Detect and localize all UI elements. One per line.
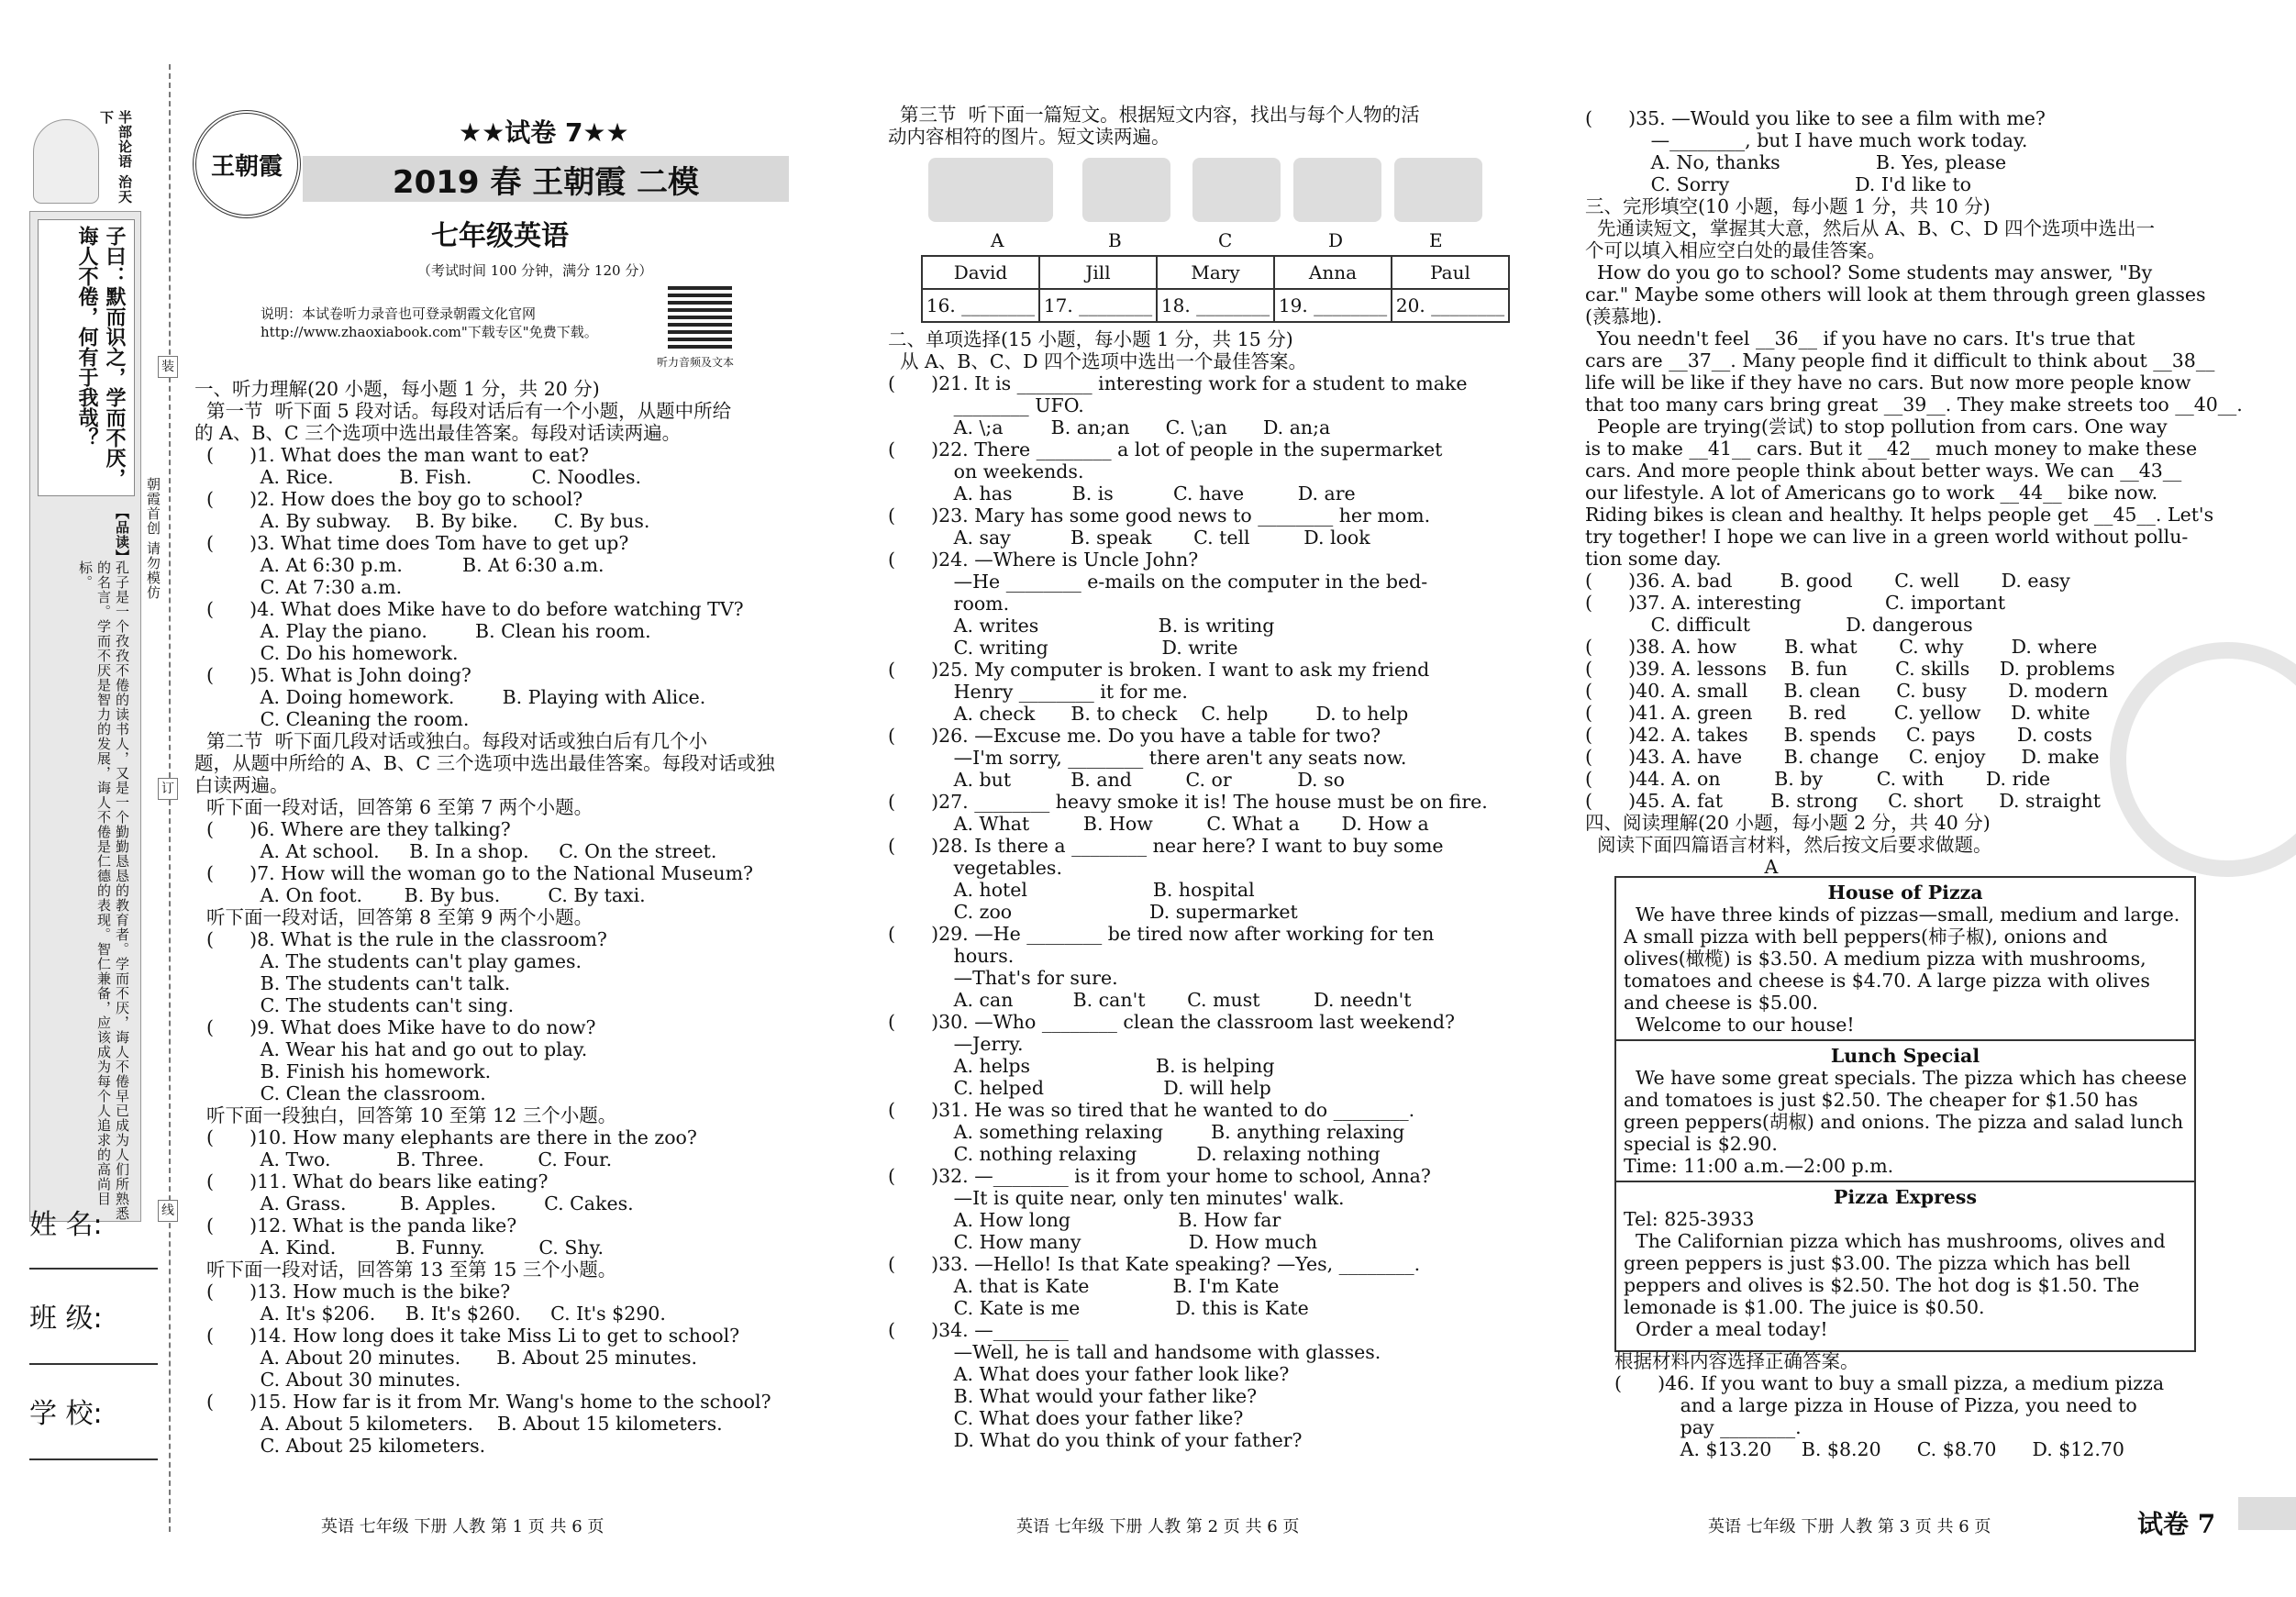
- logo-tag: 半部论语 治天下: [98, 110, 133, 205]
- answer-cell[interactable]: 18. ________: [1157, 289, 1274, 322]
- section-title: House of Pizza: [1827, 882, 1983, 904]
- text-line: 第一节 听下面 5 段对话。每段对话后有一个小题，从题中所给: [194, 400, 732, 422]
- exam-title: 2019 春 王朝霞 二模: [303, 156, 789, 202]
- text-line: —That's for sure.: [888, 967, 1118, 989]
- text-line: How do you go to school? Some students may answer, "By: [1585, 261, 2153, 283]
- text-line: C. Clean the classroom.: [194, 1082, 486, 1104]
- text-line: B. The students can't talk.: [194, 972, 511, 994]
- text-line: A. but B. and C. or D. so: [888, 769, 1345, 791]
- reading-section: [1616, 1041, 2194, 1182]
- text-line: C. What does your father like?: [888, 1407, 1244, 1429]
- text-line: A. On foot. B. By bus. C. By taxi.: [194, 884, 646, 906]
- text-line: ( )38. A. how B. what C. why D. where: [1585, 636, 2098, 658]
- column-single-choice: [888, 328, 1530, 1451]
- exam-info: （考试时间 100 分钟，满分 120 分）: [417, 262, 653, 279]
- text-line: C. How many D. How much: [888, 1231, 1318, 1253]
- text-line: A. hotel B. hospital: [888, 879, 1255, 901]
- picture-label: E: [1429, 229, 1443, 251]
- text-line: C. writing D. write: [888, 637, 1238, 659]
- reading-section: [1616, 1182, 2194, 1344]
- text-line: (羡慕地).: [1585, 305, 1663, 327]
- text-line: 白读两遍。: [194, 774, 289, 796]
- text-line: ( )39. A. lessons B. fun C. skills D. problems: [1585, 658, 2115, 680]
- text-line: C. Cleaning the room.: [194, 708, 470, 730]
- text-line: C. Do his homework.: [194, 642, 459, 664]
- download-note: 说明：本试卷听力录音也可登录朝霞文化官网 http://www.zhaoxiabook.com"下载专区"免费下载。: [261, 305, 598, 340]
- text-line: —________, but I have much work today.: [1585, 129, 2028, 151]
- text-line: ( )7. How will the woman go to the National Museum?: [194, 862, 754, 884]
- picture-label: B: [1108, 229, 1122, 251]
- sidebar: [29, 110, 161, 1504]
- text-line: A. $13.20 B. $8.20 C. $8.70 D. $12.70: [1614, 1438, 2124, 1460]
- text-line: A. that is Kate B. I'm Kate: [888, 1275, 1280, 1297]
- text-line: ( )5. What is John doing?: [194, 664, 471, 686]
- table-row: [922, 289, 1509, 322]
- answer-cell[interactable]: 16. ________: [922, 289, 1039, 322]
- table-row: [922, 256, 1509, 289]
- text-line: ( )37. A. interesting C. important: [1585, 592, 2006, 614]
- column-listening: [194, 378, 818, 1457]
- text-line: C. zoo D. supermarket: [888, 901, 1298, 923]
- text-line: A: [1585, 856, 1779, 878]
- text-line: A. Kind. B. Funny. C. Shy.: [194, 1237, 604, 1259]
- text-line: A. At 6:30 p.m. B. At 6:30 a.m.: [194, 554, 605, 576]
- text-line: A. say B. speak C. tell D. look: [888, 527, 1370, 549]
- comment-text: 孔子是一个孜孜不倦的读书人，又是一个勤勤恳恳的教育者。学而不厌，诲人不倦早已成为人们所熟悉的名言。学而不厌是智力的发展，诲人不倦是仁德的表现。智仁兼备，应该成为每个人追求的高尚目标。: [77, 560, 130, 1221]
- page-footer-2: 英语 七年级 下册 人教 第 2 页 共 6 页: [1016, 1517, 1300, 1536]
- text-line: that too many cars bring great __39__. They make streets too __40__.: [1585, 394, 2243, 416]
- table-cell: Paul: [1392, 256, 1509, 289]
- section-body: We have three kinds of pizzas—small, medium and large. A small pizza with bell peppers(柿子椒), onions and olives(橄榄) is $3.50. A medium pizza with mushrooms, tomatoes and cheese is $4.70. A large pizza with olives and cheese is $5.00. Welcome to our house!: [1624, 904, 2180, 1036]
- text-line: —Jerry.: [888, 1033, 1024, 1055]
- text-line: ________ UFO.: [888, 394, 1084, 416]
- picture-d: [1293, 158, 1381, 222]
- text-line: A. Two. B. Three. C. Four.: [194, 1148, 613, 1170]
- school-field[interactable]: [29, 1458, 158, 1460]
- text-line: A. It's $206. B. It's $260. C. It's $290.: [194, 1303, 666, 1325]
- text-line: 先通读短文，掌握其大意，然后从 A、B、C、D 四个选项中选出一: [1585, 217, 2156, 239]
- text-line: 一、听力理解(20 小题，每小题 1 分，共 20 分): [194, 378, 600, 400]
- picture-b: [1082, 158, 1170, 222]
- table-cell: Anna: [1274, 256, 1392, 289]
- text-line: 的 A、B、C 三个选项中选出最佳答案。每段对话读两遍。: [194, 422, 682, 444]
- text-line: 阅读下面四篇语言材料，然后按文后要求做题。: [1585, 834, 1992, 856]
- text-line: 第三节 听下面一篇短文。根据短文内容，找出与每个人物的活: [888, 104, 1420, 126]
- text-line: ( )9. What does Mike have to do now?: [194, 1016, 596, 1038]
- text-line: A. About 5 kilometers. B. About 15 kilometers.: [194, 1413, 723, 1435]
- text-line: A. helps B. is helping: [888, 1055, 1275, 1077]
- text-line: 听下面一段对话，回答第 8 至第 9 两个小题。: [194, 906, 593, 928]
- section-body: Tel: 825-3933 The Californian pizza which has mushrooms, olives and green peppers is just $3.00. The pizza which has bell peppers and olives is $2.50. The hot dog is $1.50. The lemonade is $1.00. The juice is $0.50. Order a meal today!: [1624, 1208, 2166, 1340]
- picture-label: A: [991, 229, 1004, 251]
- text-line: ( )14. How long does it take Miss Li to get to school?: [194, 1325, 740, 1347]
- text-line: 听下面一段对话，回答第 6 至第 7 两个小题。: [194, 796, 593, 818]
- cut-mark-1: 装: [158, 356, 178, 378]
- name-field[interactable]: [29, 1268, 158, 1270]
- text-line: 根据材料内容选择正确答案。: [1614, 1350, 1859, 1372]
- text-line: car." Maybe some others will look at them through green glasses: [1585, 283, 2206, 305]
- text-line: ( )11. What do bears like eating?: [194, 1170, 549, 1192]
- text-line: 听下面一段独白，回答第 10 至第 12 三个小题。: [194, 1104, 617, 1126]
- text-line: A. At school. B. In a shop. C. On the street.: [194, 840, 717, 862]
- publisher-seal: 王朝霞: [193, 110, 301, 218]
- text-line: A. The students can't play games.: [194, 950, 582, 972]
- reading-a-box: [1614, 876, 2196, 1352]
- text-line: A. Grass. B. Apples. C. Cakes.: [194, 1192, 634, 1214]
- text-line: —He ________ e-mails on the computer in the bed-: [888, 571, 1428, 593]
- text-line: A. Rice. B. Fish. C. Noodles.: [194, 466, 642, 488]
- text-line: 题，从题中所给的 A、B、C 三个选项中选出最佳答案。每段对话或独: [194, 752, 775, 774]
- text-line: A. How long B. How far: [888, 1209, 1281, 1231]
- page-footer-3: 英语 七年级 下册 人教 第 3 页 共 6 页: [1708, 1517, 1991, 1536]
- school-label: 学 校:: [29, 1398, 103, 1430]
- text-line: C. Sorry D. I'd like to: [1585, 173, 1971, 195]
- qr-code-icon[interactable]: [668, 284, 732, 349]
- text-line: on weekends.: [888, 460, 1084, 482]
- text-line: ( )41. A. green B. red C. yellow D. white: [1585, 702, 2091, 724]
- text-line: A. something relaxing B. anything relaxing: [888, 1121, 1405, 1143]
- text-line: ( )32. —________ is it from your home to school, Anna?: [888, 1165, 1431, 1187]
- name-label: 姓 名:: [29, 1209, 103, 1241]
- text-line: ( )34. —________: [888, 1319, 1069, 1341]
- text-line: and a large pizza in House of Pizza, you need to: [1614, 1394, 2137, 1416]
- section3-intro: [888, 104, 1512, 148]
- text-line: vegetables.: [888, 857, 1062, 879]
- text-line: cars are __37__. Many people find it difficult to think about __38__: [1585, 349, 2215, 372]
- paper-tag-bottom: 试卷 7: [2137, 1509, 2216, 1539]
- text-line: A. Doing homework. B. Playing with Alice.: [194, 686, 706, 708]
- exam-subtitle: 七年级英语: [431, 220, 569, 252]
- text-line: tion some day.: [1585, 548, 1722, 570]
- text-line: ( )29. —He ________ be tired now after working for ten: [888, 923, 1435, 945]
- text-line: —Well, he is tall and handsome with glasses.: [888, 1341, 1381, 1363]
- corner-bar: [2238, 1497, 2296, 1530]
- confucius-quote: 子曰：默而识之，学而不厌，诲人不倦，何有于我哉？: [75, 226, 127, 488]
- class-field[interactable]: [29, 1363, 158, 1365]
- text-line: ( )40. A. small B. clean C. busy D. modern: [1585, 680, 2109, 702]
- text-line: 二、单项选择(15 小题，每小题 1 分，共 15 分): [888, 328, 1293, 350]
- text-line: ( )1. What does the man want to eat?: [194, 444, 589, 466]
- picture-row: [926, 158, 1477, 251]
- text-line: A. writes B. is writing: [888, 615, 1275, 637]
- text-line: You needn't feel __36__ if you have no cars. It's true that: [1585, 327, 2135, 349]
- paper-number: ★★试卷 7★★: [459, 117, 629, 148]
- answer-cell[interactable]: 20. ________: [1392, 289, 1509, 322]
- text-line: ( )13. How much is the bike?: [194, 1281, 511, 1303]
- page-footer-1: 英语 七年级 下册 人教 第 1 页 共 6 页: [321, 1517, 605, 1536]
- text-line: room.: [888, 593, 1010, 615]
- text-line: A. What B. How C. What a D. How a: [888, 813, 1429, 835]
- text-line: ( )44. A. on B. by C. with D. ride: [1585, 768, 2051, 790]
- answer-cell[interactable]: 19. ________: [1274, 289, 1392, 322]
- cut-mark-2: 订: [158, 778, 178, 800]
- text-line: A. By subway. B. By bike. C. By bus.: [194, 510, 650, 532]
- text-line: ( )36. A. bad B. good C. well D. easy: [1585, 570, 2070, 592]
- text-line: ( )6. Where are they talking?: [194, 818, 511, 840]
- text-line: pay ________.: [1614, 1416, 1802, 1438]
- text-line: ( )12. What is the panda like?: [194, 1214, 517, 1237]
- picture-label: C: [1218, 229, 1233, 251]
- table-cell: David: [922, 256, 1039, 289]
- text-line: ( )30. —Who ________ clean the classroom last weekend?: [888, 1011, 1456, 1033]
- table-cell: Jill: [1039, 256, 1157, 289]
- text-line: hours.: [888, 945, 1015, 967]
- text-line: A. Wear his hat and go out to play.: [194, 1038, 588, 1060]
- text-line: 听下面一段对话，回答第 13 至第 15 三个小题。: [194, 1259, 617, 1281]
- text-line: C. About 30 minutes.: [194, 1369, 461, 1391]
- picture-c: [1192, 158, 1281, 222]
- text-line: ( )33. —Hello! Is that Kate speaking? —Yes, ________.: [888, 1253, 1421, 1275]
- text-line: A. Play the piano. B. Clean his room.: [194, 620, 651, 642]
- text-line: ( )46. If you want to buy a small pizza, a medium pizza: [1614, 1372, 2165, 1394]
- text-line: ( )26. —Excuse me. Do you have a table for two?: [888, 725, 1381, 747]
- text-line: cars. And more people think about better ways. We can __43__: [1585, 460, 2182, 482]
- text-line: Riding bikes is clean and healthy. It helps people get __45__. Let's: [1585, 504, 2214, 526]
- text-line: 从 A、B、C、D 四个选项中选出一个最佳答案。: [888, 350, 1308, 372]
- text-line: our lifestyle. A lot of Americans go to work __44__ bike now.: [1585, 482, 2158, 504]
- text-line: A. can B. can't C. must D. needn't: [888, 989, 1412, 1011]
- text-line: C. nothing relaxing D. relaxing nothing: [888, 1143, 1381, 1165]
- qr-caption: 听力音频及文本: [657, 356, 735, 369]
- text-line: A. No, thanks B. Yes, please: [1585, 151, 2007, 173]
- text-line: ( )3. What time does Tom have to get up?: [194, 532, 629, 554]
- text-line: B. Finish his homework.: [194, 1060, 492, 1082]
- text-line: ( )21. It is ________ interesting work for a student to make: [888, 372, 1468, 394]
- text-line: ( )27. ________ heavy smoke it is! The house must be on fire.: [888, 791, 1488, 813]
- text-line: 第二节 听下面几段对话或独白。每段对话或独白后有几个小: [194, 730, 708, 752]
- section-title: Pizza Express: [1833, 1186, 1977, 1208]
- text-line: ( )2. How does the boy go to school?: [194, 488, 583, 510]
- reading-section: [1616, 878, 2194, 1041]
- vertical-note: 朝霞首创 请勿模仿: [145, 477, 161, 600]
- text-line: 动内容相符的图片。短文读两遍。: [888, 126, 1170, 148]
- text-line: C. About 25 kilometers.: [194, 1435, 486, 1457]
- text-line: is to make __41__ cars. But it __42__ much money to make these: [1585, 438, 2198, 460]
- text-line: ( )4. What does Mike have to do before watching TV?: [194, 598, 744, 620]
- text-line: ( )45. A. fat B. strong C. short D. straight: [1585, 790, 2101, 812]
- text-line: ( )25. My computer is broken. I want to ask my friend: [888, 659, 1430, 681]
- class-label: 班 级:: [29, 1303, 103, 1335]
- text-line: C. The students can't sing.: [194, 994, 515, 1016]
- text-line: B. What would your father like?: [888, 1385, 1258, 1407]
- text-line: try together! I hope we can live in a green world without pollu-: [1585, 526, 2189, 548]
- answer-cell[interactable]: 17. ________: [1039, 289, 1157, 322]
- text-line: A. What does your father look like?: [888, 1363, 1290, 1385]
- picture-label: D: [1328, 229, 1344, 251]
- text-line: —It is quite near, only ten minutes' walk.: [888, 1187, 1345, 1209]
- text-line: life will be like if they have no cars. But now more people know: [1585, 372, 2191, 394]
- text-line: ( )28. Is there a ________ near here? I want to buy some: [888, 835, 1444, 857]
- section-title: Lunch Special: [1830, 1045, 1980, 1067]
- text-line: A. About 20 minutes. B. About 25 minutes.: [194, 1347, 697, 1369]
- text-line: A. \;a B. an;an C. \;an D. an;a: [888, 416, 1331, 438]
- quote-frame: [38, 219, 135, 496]
- text-line: ( )8. What is the rule in the classroom?: [194, 928, 607, 950]
- text-line: C. Kate is me D. this is Kate: [888, 1297, 1309, 1319]
- text-line: —I'm sorry, ________ there aren't any seats now.: [888, 747, 1407, 769]
- reading-questions: [1614, 1350, 2257, 1460]
- text-line: ( )15. How far is it from Mr. Wang's home to the school?: [194, 1391, 771, 1413]
- picture-e: [1394, 158, 1482, 222]
- picture-a: [928, 158, 1053, 222]
- text-line: ( )43. A. have B. change C. enjoy D. make: [1585, 746, 2100, 768]
- text-line: ( )23. Mary has some good news to ________ her mom.: [888, 505, 1431, 527]
- matching-table: [921, 255, 1510, 323]
- text-line: ( )31. He was so tired that he wanted to do ________.: [888, 1099, 1415, 1121]
- text-line: D. What do you think of your father?: [888, 1429, 1303, 1451]
- text-line: A. has B. is C. have D. are: [888, 482, 1356, 505]
- quote-panel: [29, 211, 141, 1222]
- text-line: Henry ________ it for me.: [888, 681, 1188, 703]
- section-body: We have some great specials. The pizza which has cheese and tomatoes is just $2.50. The cheaper for $1.50 has green peppers(胡椒) and onions. The pizza and salad lunch special is $2.90. Time: 11:00 a.m.—2:00 p.m.: [1624, 1067, 2187, 1177]
- confucius-illustration: [33, 119, 99, 204]
- text-line: C. difficult D. dangerous: [1585, 614, 1973, 636]
- text-line: ( )42. A. takes B. spends C. pays D. costs: [1585, 724, 2092, 746]
- text-line: C. At 7:30 a.m.: [194, 576, 403, 598]
- text-line: ( )22. There ________ a lot of people in the supermarket: [888, 438, 1443, 460]
- cut-mark-3: 线: [158, 1200, 178, 1222]
- text-line: ( )35. —Would you like to see a film with me?: [1585, 107, 2046, 129]
- comment-title: 【品读】: [114, 505, 130, 564]
- text-line: A. check B. to check C. help D. to help: [888, 703, 1409, 725]
- text-line: People are trying(尝试) to stop pollution from cars. One way: [1585, 416, 2168, 438]
- text-line: ( )10. How many elephants are there in the zoo?: [194, 1126, 697, 1148]
- sidebar-logo: [29, 110, 139, 211]
- table-cell: Mary: [1157, 256, 1274, 289]
- text-line: ( )24. —Where is Uncle John?: [888, 549, 1199, 571]
- text-line: 个可以填入相应空白处的最佳答案。: [1585, 239, 1886, 261]
- text-line: 四、阅读理解(20 小题，每小题 2 分，共 40 分): [1585, 812, 1991, 834]
- text-line: 三、完形填空(10 小题，每小题 1 分，共 10 分): [1585, 195, 1991, 217]
- text-line: C. helped D. will help: [888, 1077, 1271, 1099]
